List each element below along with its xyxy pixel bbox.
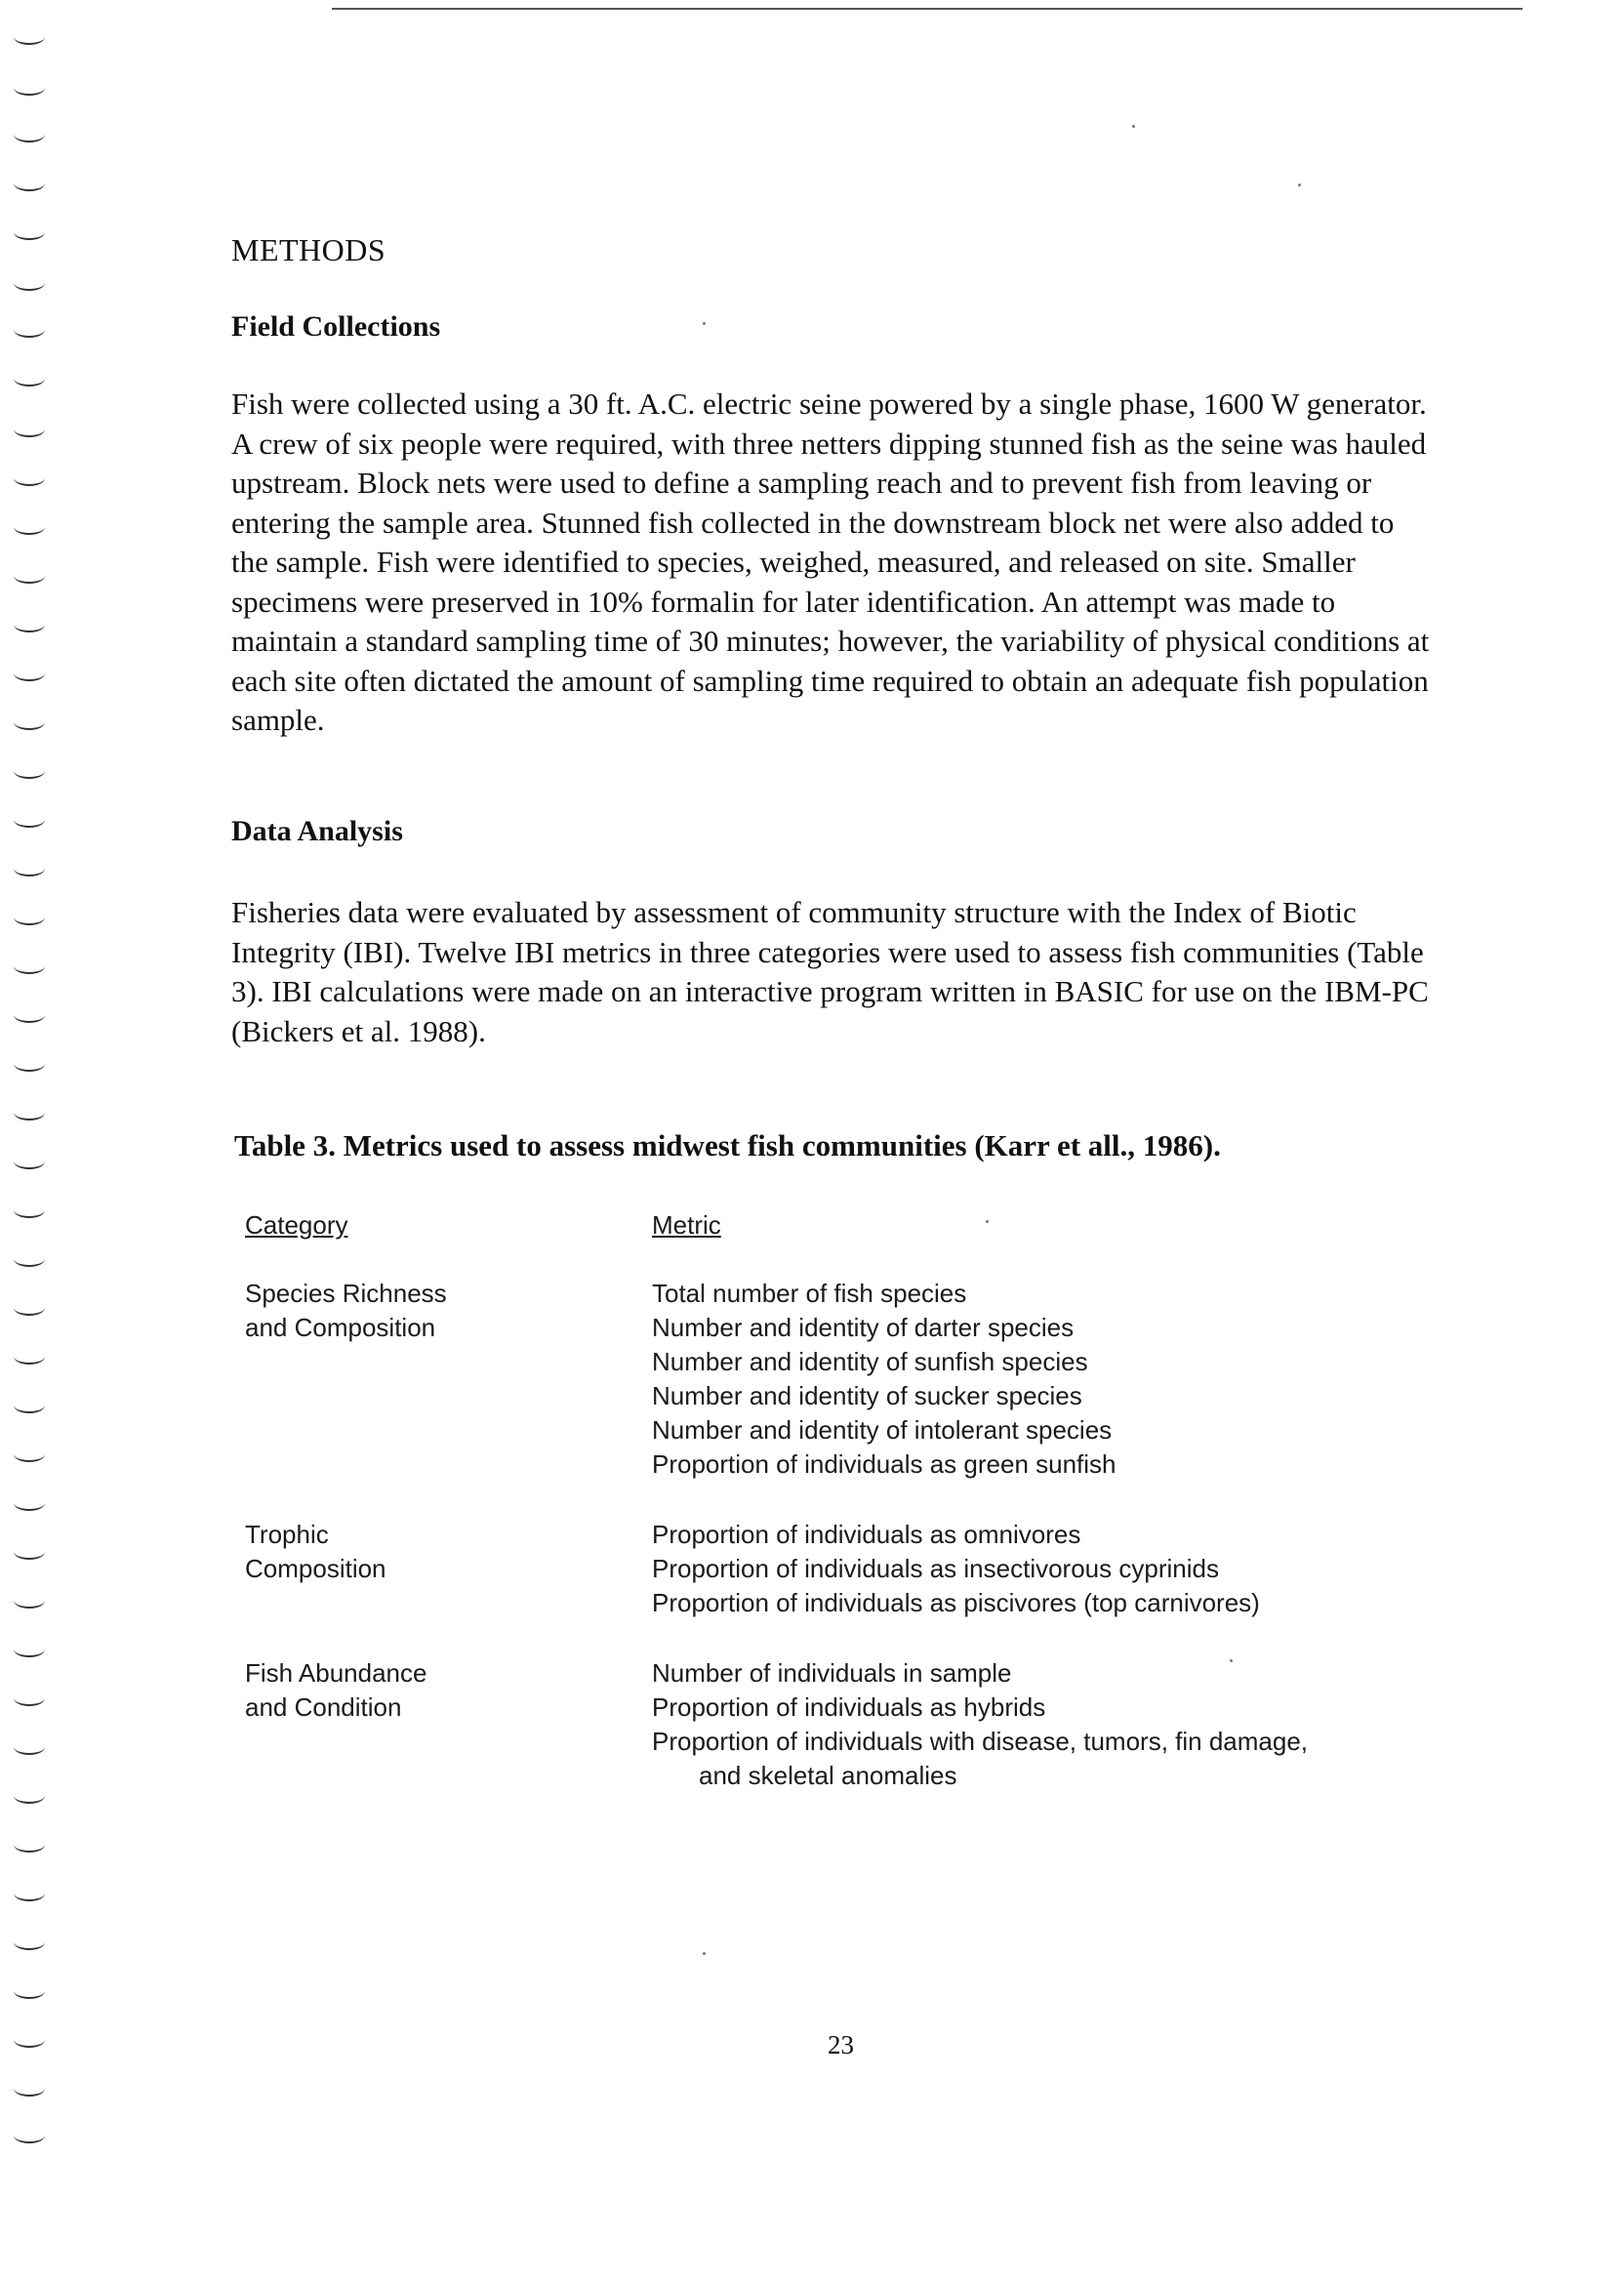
metric-item: Proportion of individuals as green sunfish <box>652 1449 1116 1479</box>
metric-item: Number and identity of sucker species <box>652 1381 1082 1410</box>
metric-item: Number and identity of darter species <box>652 1313 1075 1342</box>
binder-hole <box>14 275 45 291</box>
data-analysis-paragraph: Fisheries data were evaluated by assessment of community structure with the Index of Biotic Integrity (IBI). Twelve IBI metrics in three categories were used to assess fish communities (Table 3). IBI calculations were made on an interactive program written in BASIC for use on the IBM-PC (Bickers et al. 1988). <box>231 895 1429 1048</box>
binder-hole <box>14 958 45 974</box>
binder-hole <box>14 812 45 828</box>
table-caption: Table 3. Metrics used to assess midwest fish communities (Karr et all., 1986). <box>234 1128 1221 1162</box>
binder-hole <box>14 371 45 387</box>
binder-hole <box>14 1154 45 1169</box>
binder-hole <box>14 1349 45 1365</box>
section-title: METHODS <box>231 232 386 267</box>
metric-item: Number of individuals in sample <box>652 1658 1012 1688</box>
binder-hole <box>14 1007 45 1023</box>
data-analysis-heading: Data Analysis <box>231 815 403 847</box>
binder-hole <box>14 1495 45 1511</box>
binder-hole <box>14 2032 45 2048</box>
binder-hole <box>14 1447 45 1462</box>
binder-hole <box>14 1593 45 1609</box>
binder-hole <box>14 1202 45 1218</box>
metric-item: Proportion of individuals with disease, tumors, fin damage, <box>652 1727 1309 1756</box>
metric-item: Proportion of individuals as insectivorous cyprinids <box>652 1554 1219 1583</box>
metric-item: Total number of fish species <box>652 1279 967 1308</box>
column-header-category: Category <box>245 1210 348 1240</box>
field-collections-heading: Field Collections <box>231 310 441 343</box>
binder-hole <box>14 1251 45 1267</box>
binder-hole <box>14 322 45 338</box>
scan-speck <box>703 1952 706 1955</box>
binder-hole <box>14 2081 45 2097</box>
category-line: and Composition <box>245 1313 436 1342</box>
binder-hole <box>14 1739 45 1755</box>
binder-hole <box>14 1056 45 1072</box>
category-line: Fish Abundance <box>245 1658 427 1688</box>
binder-hole <box>14 1837 45 1853</box>
metric-list <box>652 1277 1433 1482</box>
binder-hole <box>14 176 45 191</box>
binder-hole <box>14 714 45 730</box>
binder-hole <box>14 1544 45 1560</box>
binder-hole <box>14 2128 45 2143</box>
binder-hole <box>14 127 45 143</box>
metric-list <box>652 1656 1433 1793</box>
scan-speck <box>703 322 706 325</box>
binder-hole <box>14 617 45 632</box>
metric-item: Number and identity of intolerant species <box>652 1415 1113 1445</box>
column-header-metric: Metric <box>652 1210 721 1240</box>
binder-hole <box>14 1642 45 1657</box>
binder-hole <box>14 910 45 925</box>
binder-hole <box>14 519 45 535</box>
scan-speck <box>1132 125 1135 128</box>
binder-hole <box>14 1105 45 1121</box>
scan-speck <box>1298 183 1301 186</box>
binder-hole <box>14 1691 45 1706</box>
field-collections-paragraph: Fish were collected using a 30 ft. A.C. electric seine powered by a single phase, 1600 W generator. A crew of six people were required, with three netters dipping stunned fish as the seine was hauled upstream. Block nets were used to define a sampling reach and to prevent fish from leaving or entering the sample area. Stunned fish collected in the downstream block net were also added to the sample. Fish were identified to species, weighed, measured, and released on site. Smaller specimens were preserved in 10% formalin for later identification. An attempt was made to maintain a standard sampling time of 30 minutes; however, the variability of physical conditions at each site often dictated the amount of sampling time required to obtain an adequate fish population sample. <box>231 387 1430 737</box>
binder-hole <box>14 470 45 486</box>
binder-hole <box>14 29 45 45</box>
binder-hole <box>14 1788 45 1804</box>
binder-hole <box>14 1935 45 1950</box>
binder-hole <box>14 80 45 96</box>
binder-hole <box>14 1886 45 1901</box>
metric-item: and skeletal anomalies <box>699 1761 957 1790</box>
category-line: Species Richness <box>245 1279 447 1308</box>
binder-hole <box>14 861 45 876</box>
binder-hole <box>14 224 45 240</box>
binder-hole <box>14 763 45 779</box>
page-number: 23 <box>828 2030 854 2059</box>
metric-list <box>652 1518 1433 1620</box>
binder-hole <box>14 1398 45 1413</box>
scan-speck <box>986 1220 989 1223</box>
metric-item: Proportion of individuals as piscivores (top carnivores) <box>652 1588 1260 1617</box>
category-line: and Condition <box>245 1692 402 1722</box>
binder-holes <box>14 29 53 2138</box>
category-line: Composition <box>245 1554 386 1583</box>
top-rule <box>332 8 1522 10</box>
category-cell <box>245 1518 616 1586</box>
binder-hole <box>14 568 45 584</box>
binder-hole <box>14 1983 45 1999</box>
category-line: Trophic <box>245 1520 329 1549</box>
metric-item: Number and identity of sunfish species <box>652 1347 1088 1376</box>
binder-hole <box>14 1300 45 1316</box>
metric-item: Proportion of individuals as omnivores <box>652 1520 1081 1549</box>
metric-item: Proportion of individuals as hybrids <box>652 1692 1046 1722</box>
binder-hole <box>14 422 45 437</box>
binder-hole <box>14 666 45 681</box>
category-cell <box>245 1277 616 1345</box>
category-cell <box>245 1656 616 1725</box>
